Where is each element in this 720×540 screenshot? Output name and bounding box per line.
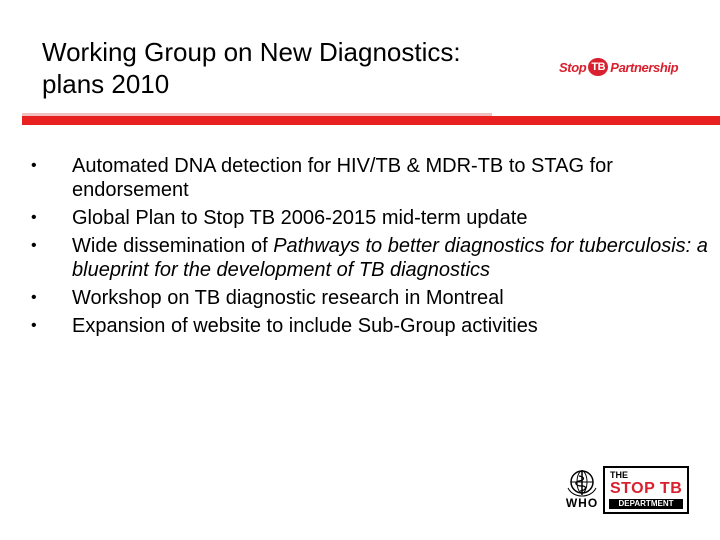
bullet-text-publication-title: Pathways to better diagnostics for tuberculosis: a blueprint for the development of TB diagnostics (72, 235, 708, 281)
slide-title-line-2: plans 2010 (42, 69, 170, 99)
logo-tb-badge: TB (588, 58, 608, 76)
bullet-text: Workshop on TB diagnostic research in Montreal (72, 287, 504, 309)
bullet-item (28, 206, 708, 230)
bullet-text-prefix: Wide dissemination of (72, 235, 274, 257)
stop-tb-partnership-logo (559, 56, 684, 78)
bullet-text: Expansion of website to include Sub-Group activities (72, 315, 538, 337)
dept-department-text: DEPARTMENT (609, 499, 683, 509)
bullet-list (28, 154, 708, 342)
bullet-item (28, 154, 708, 202)
bullet-dot-icon: • (31, 289, 37, 306)
bullet-dot-icon: • (31, 317, 37, 334)
bullet-item (28, 314, 708, 338)
bullet-text: Global Plan to Stop TB 2006-2015 mid-term update (72, 207, 528, 229)
slide-title-line-1: Working Group on New Diagnostics: (42, 37, 461, 67)
bullet-text: Automated DNA detection for HIV/TB & MDR-TB to STAG for endorsement (72, 155, 613, 201)
logo-partnership-text: Partnership (610, 59, 679, 75)
logo-stop-text: Stop (559, 59, 587, 75)
slide-title (42, 36, 512, 100)
bullet-dot-icon: • (31, 237, 37, 254)
title-divider-rule (22, 116, 720, 125)
dept-the-text: THE (610, 470, 628, 480)
bullet-item (28, 234, 708, 282)
who-label: WHO (565, 496, 599, 510)
bullet-item (28, 286, 708, 310)
bullet-dot-icon: • (31, 209, 37, 226)
bullet-dot-icon: • (31, 157, 37, 174)
dept-stoptb-text: STOP TB (610, 480, 683, 497)
stop-tb-department-logo (603, 466, 689, 514)
